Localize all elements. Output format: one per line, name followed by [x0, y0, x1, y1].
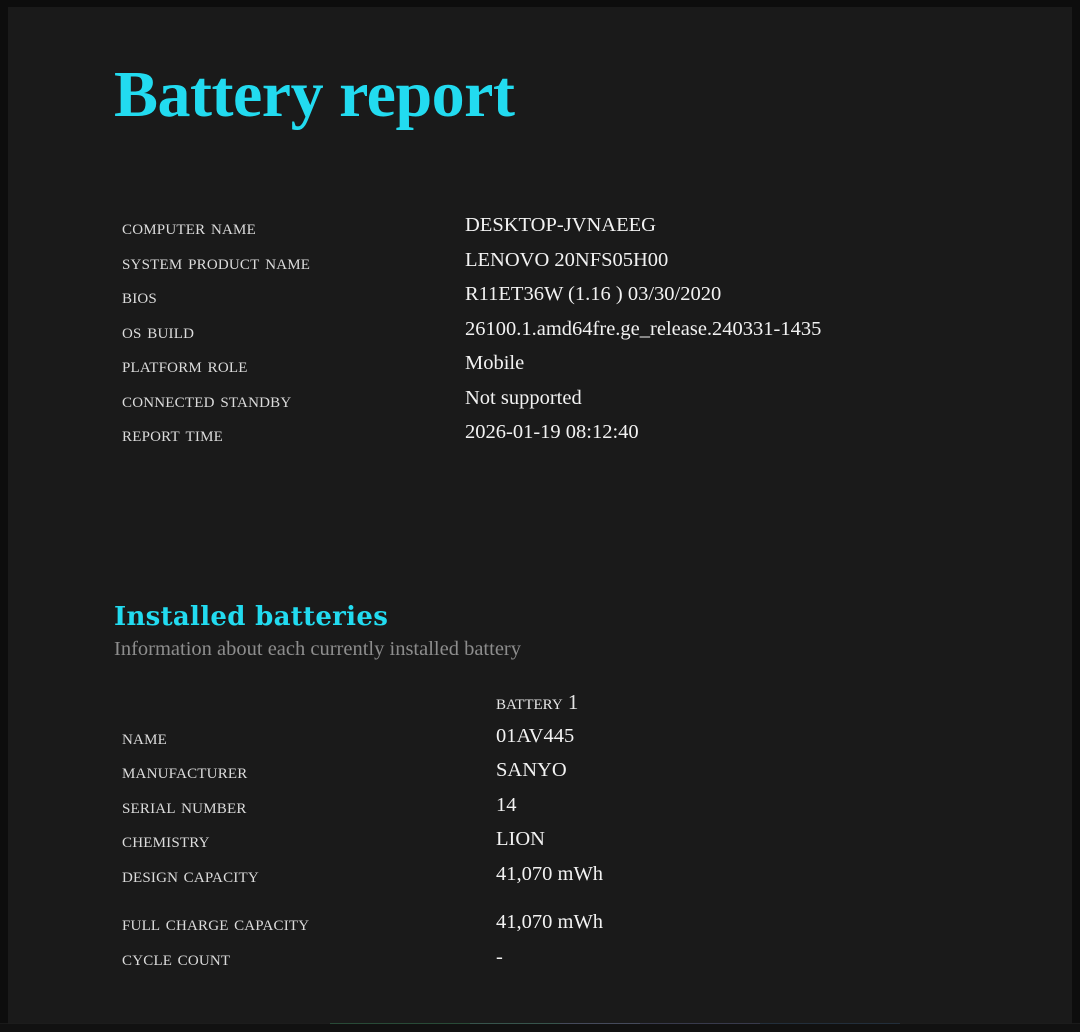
table-row [122, 214, 821, 249]
window-edge-top [0, 0, 1080, 7]
info-value-report-time: 2026-01-19 08:12:40 [465, 421, 639, 443]
info-value-os-build: 26100.1.amd64fre.ge_release.240331-1435 [465, 317, 822, 340]
battery-label-chemistry: chemistry [122, 828, 210, 852]
battery-header-blank [122, 690, 496, 725]
section-subtitle-installed-batteries: Information about each currently installed battery [114, 638, 521, 660]
window-edge-left [0, 0, 8, 1032]
battery-label-manufacturer: manufacturer [122, 759, 248, 783]
table-row [122, 318, 821, 353]
info-value-system-product-name: LENOVO 20NFS05H00 [465, 248, 669, 271]
battery-value-design-capacity: 41,070 mWh [496, 862, 604, 885]
table-row [122, 249, 821, 284]
info-value-connected-standby: Not supported [465, 386, 582, 409]
info-value-platform-role: Mobile [465, 352, 525, 374]
info-label-connected-standby: connected standby [122, 386, 292, 412]
table-row [122, 946, 603, 981]
installed-batteries-table [122, 690, 603, 980]
battery-label-full-charge-capacity: full charge capacity [122, 911, 310, 935]
spacer-cell-right [496, 897, 603, 911]
table-row [122, 828, 603, 863]
table-row [122, 387, 821, 422]
battery-value-cycle-count: - [496, 945, 503, 968]
system-info-table [122, 214, 821, 456]
info-label-platform-role: platform role [122, 352, 248, 377]
window-edge-bottom [0, 1024, 1080, 1032]
battery-label-design-capacity: design capacity [122, 862, 259, 887]
page-title: Battery report [114, 58, 515, 131]
info-label-system-product-name: system product name [122, 248, 311, 274]
battery-column-header: battery 1 [496, 690, 579, 714]
table-row [122, 352, 821, 387]
spacer-cell-left [122, 897, 496, 911]
window-edge-right [1072, 0, 1080, 1032]
table-row-spacer [122, 897, 603, 911]
battery-value-full-charge-capacity: 41,070 mWh [496, 911, 604, 933]
table-row [122, 911, 603, 946]
table-row [122, 283, 821, 318]
battery-label-name: name [122, 724, 167, 749]
section-title-installed-batteries: Installed batteries [114, 602, 389, 632]
info-label-os-build: os build [122, 317, 195, 343]
table-row [122, 863, 603, 898]
battery-value-name: 01AV445 [496, 724, 575, 747]
battery-label-cycle-count: cycle count [122, 945, 231, 970]
battery-value-serial-number: 14 [496, 793, 517, 816]
battery-value-manufacturer: SANYO [496, 759, 567, 781]
info-value-bios: R11ET36W (1.16 ) 03/30/2020 [465, 283, 722, 305]
table-row [122, 725, 603, 760]
table-row [122, 759, 603, 794]
table-row [122, 794, 603, 829]
info-value-computer-name: DESKTOP-JVNAEEG [465, 214, 656, 236]
info-label-computer-name: computer name [122, 214, 256, 239]
info-label-report-time: report time [122, 421, 223, 446]
battery-label-serial-number: serial number [122, 793, 247, 818]
battery-value-chemistry: LION [496, 828, 545, 850]
info-label-bios: bios [122, 283, 157, 308]
table-row [122, 421, 821, 456]
table-header-row [122, 690, 603, 725]
